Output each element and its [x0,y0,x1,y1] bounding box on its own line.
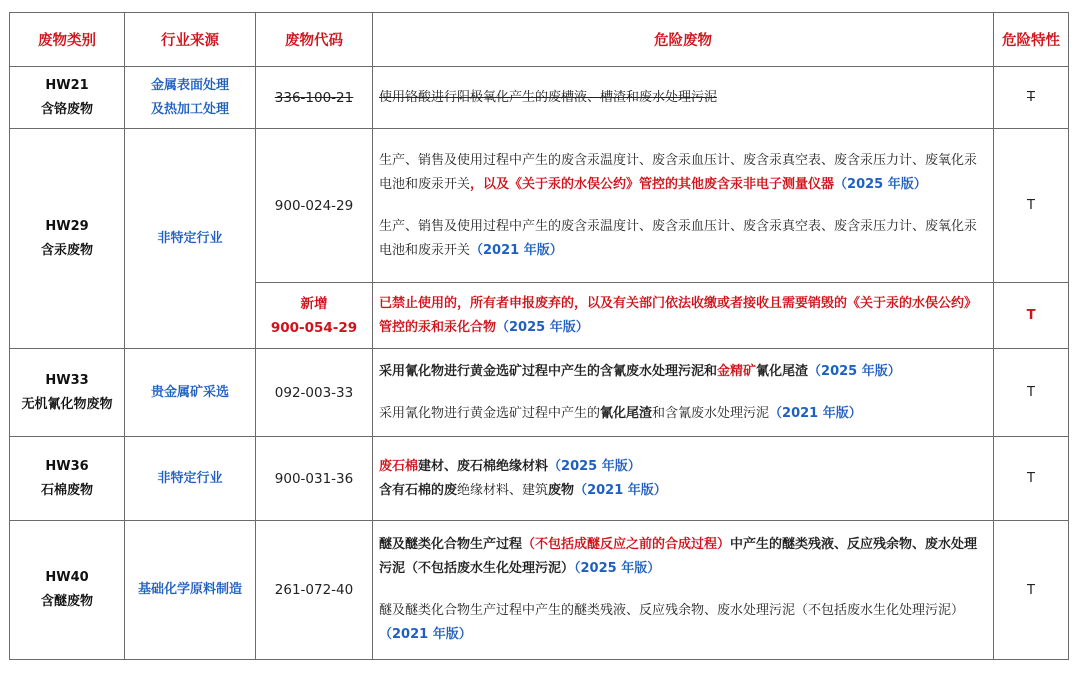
new-badge: 新增 [300,295,328,312]
waste-2025-text [379,455,987,479]
waste-text: 生产、销售及使用过程中产生的废含汞温度计、废含汞血压计、废含汞真空表、废含汞压力计、废氧化汞电池和废汞开关 [379,218,978,258]
waste-text: 生产、销售及使用过程中产生的废含汞温度计、废含汞血压计、废含汞真空表、废含汞压力计、废氧化汞电池和废汞开关 [379,152,978,192]
source-line: 及热加工处理 [150,101,229,117]
waste-code: 900-054-29 [270,319,358,336]
category-name: 含铬废物 [40,101,93,117]
waste-description [373,521,994,660]
version-label: （2025 年版） [834,176,927,192]
waste-description [373,129,994,283]
waste-2025-text [379,533,987,581]
hazard-property: T [994,283,1069,349]
waste-2021-text [379,599,987,647]
source-line: 基础化学原料制造 [137,582,242,597]
category-name: 含醚废物 [40,594,93,609]
waste-new-text: 废石棉 [379,458,419,474]
waste-text: 使用铬酸进行阳极氧化产生的废槽液、槽渣和废水处理污泥 [379,89,718,105]
waste-text: 废物 [548,482,575,498]
waste-new-text: 已禁止使用的，所有者申报废弃的，以及有关部门依法收缴或者接收且需要销毁的《关于汞的水俣公约》管控的汞和汞化合物 [379,295,978,335]
waste-code: 336-100-21 [256,67,373,129]
version-label: （2025 年版） [574,561,661,576]
version-label: （2025 年版） [496,319,589,335]
header-hazard-property: 危险特性 [994,13,1069,67]
version-label: （2021 年版） [379,627,472,642]
version-label: （2021 年版） [574,482,667,498]
version-label: （2025 年版） [548,458,641,474]
version-label: （2025 年版） [808,363,901,379]
waste-text: 氰化尾渣 [756,363,809,379]
category-code: HW36 [45,458,89,474]
category-code: HW21 [45,77,89,93]
waste-2025-text [379,360,987,384]
version-label: （2021 年版） [470,242,563,258]
source-cell [125,349,256,437]
table-row-hw21 [10,67,1069,129]
waste-text: 采用氰化物进行黄金选矿过程中产生的 [379,405,601,421]
waste-new-text: （不包括成醚反应之前的合成过程） [522,537,731,552]
waste-text: 采用氰化物进行黄金选矿过程中产生的含氰废水处理污泥和 [379,363,718,379]
waste-description [373,437,994,521]
waste-2021-text [379,402,987,426]
version-label: （2021 年版） [769,405,862,421]
waste-text: 中产生的醚类残液、反应残余物、废水处理污泥（不包括废水生化处理污泥） [379,537,978,576]
header-category: 废物类别 [10,13,125,67]
waste-description [373,349,994,437]
waste-text: 氰化尾渣 [600,405,653,421]
waste-text: 建材、废石棉绝缘材料 [418,458,549,474]
category-cell [10,521,125,660]
waste-text: 绝缘材料、建筑 [457,482,549,498]
waste-2025-text [379,149,987,197]
hazard-property: T [994,521,1069,660]
waste-code: 092-003-33 [256,349,373,437]
hazard-property: T [994,349,1069,437]
waste-new-text: 金精矿 [717,363,757,379]
table-row-hw33 [10,349,1069,437]
waste-code: 900-024-29 [256,129,373,283]
source-cell [125,437,256,521]
waste-new-text: ，以及《关于汞的水俣公约》管控的其他废含汞非电子测量仪器 [470,176,835,192]
source-cell [125,67,256,129]
waste-description [373,67,994,129]
category-cell [10,129,125,349]
category-code: HW33 [45,372,89,388]
waste-description [373,283,994,349]
waste-text: 废 [444,482,458,498]
hazard-property: T [994,437,1069,521]
table-row-hw36 [10,437,1069,521]
waste-code-cell [256,283,373,349]
table-row-hw29 [10,129,1069,283]
source-line: 非特定行业 [157,470,223,486]
header-waste-code: 废物代码 [256,13,373,67]
waste-2021-text [379,215,987,263]
category-name: 含汞废物 [40,242,93,258]
category-cell [10,349,125,437]
category-code: HW29 [45,218,89,234]
hazardous-waste-table [9,12,1069,660]
waste-text: 含有石棉的 [379,482,445,498]
source-line: 非特定行业 [157,230,223,246]
hazard-property: T [994,129,1069,283]
source-cell [125,129,256,349]
waste-code: 261-072-40 [256,521,373,660]
waste-text: 醚及醚类化合物生产过程中产生的醚类残液、反应残余物、废水处理污泥（不包括废水生化处理污泥） [379,603,965,618]
source-line: 贵金属矿采选 [150,384,229,400]
table-row-hw40 [10,521,1069,660]
waste-text: 醚及醚类化合物生产过程 [379,537,523,552]
source-line: 金属表面处理 [150,77,229,93]
category-cell [10,437,125,521]
category-name: 石棉废物 [40,482,93,498]
waste-text: 和含氰废水处理污泥 [652,405,770,421]
header-industry-source: 行业来源 [125,13,256,67]
source-cell [125,521,256,660]
category-code: HW40 [45,570,89,585]
waste-2021-text [379,479,987,503]
category-cell [10,67,125,129]
waste-code: 900-031-36 [256,437,373,521]
header-hazardous-waste: 危险废物 [373,13,994,67]
header-row [10,13,1069,67]
category-name: 无机氰化物废物 [21,396,113,412]
hazard-property: T [994,67,1069,129]
